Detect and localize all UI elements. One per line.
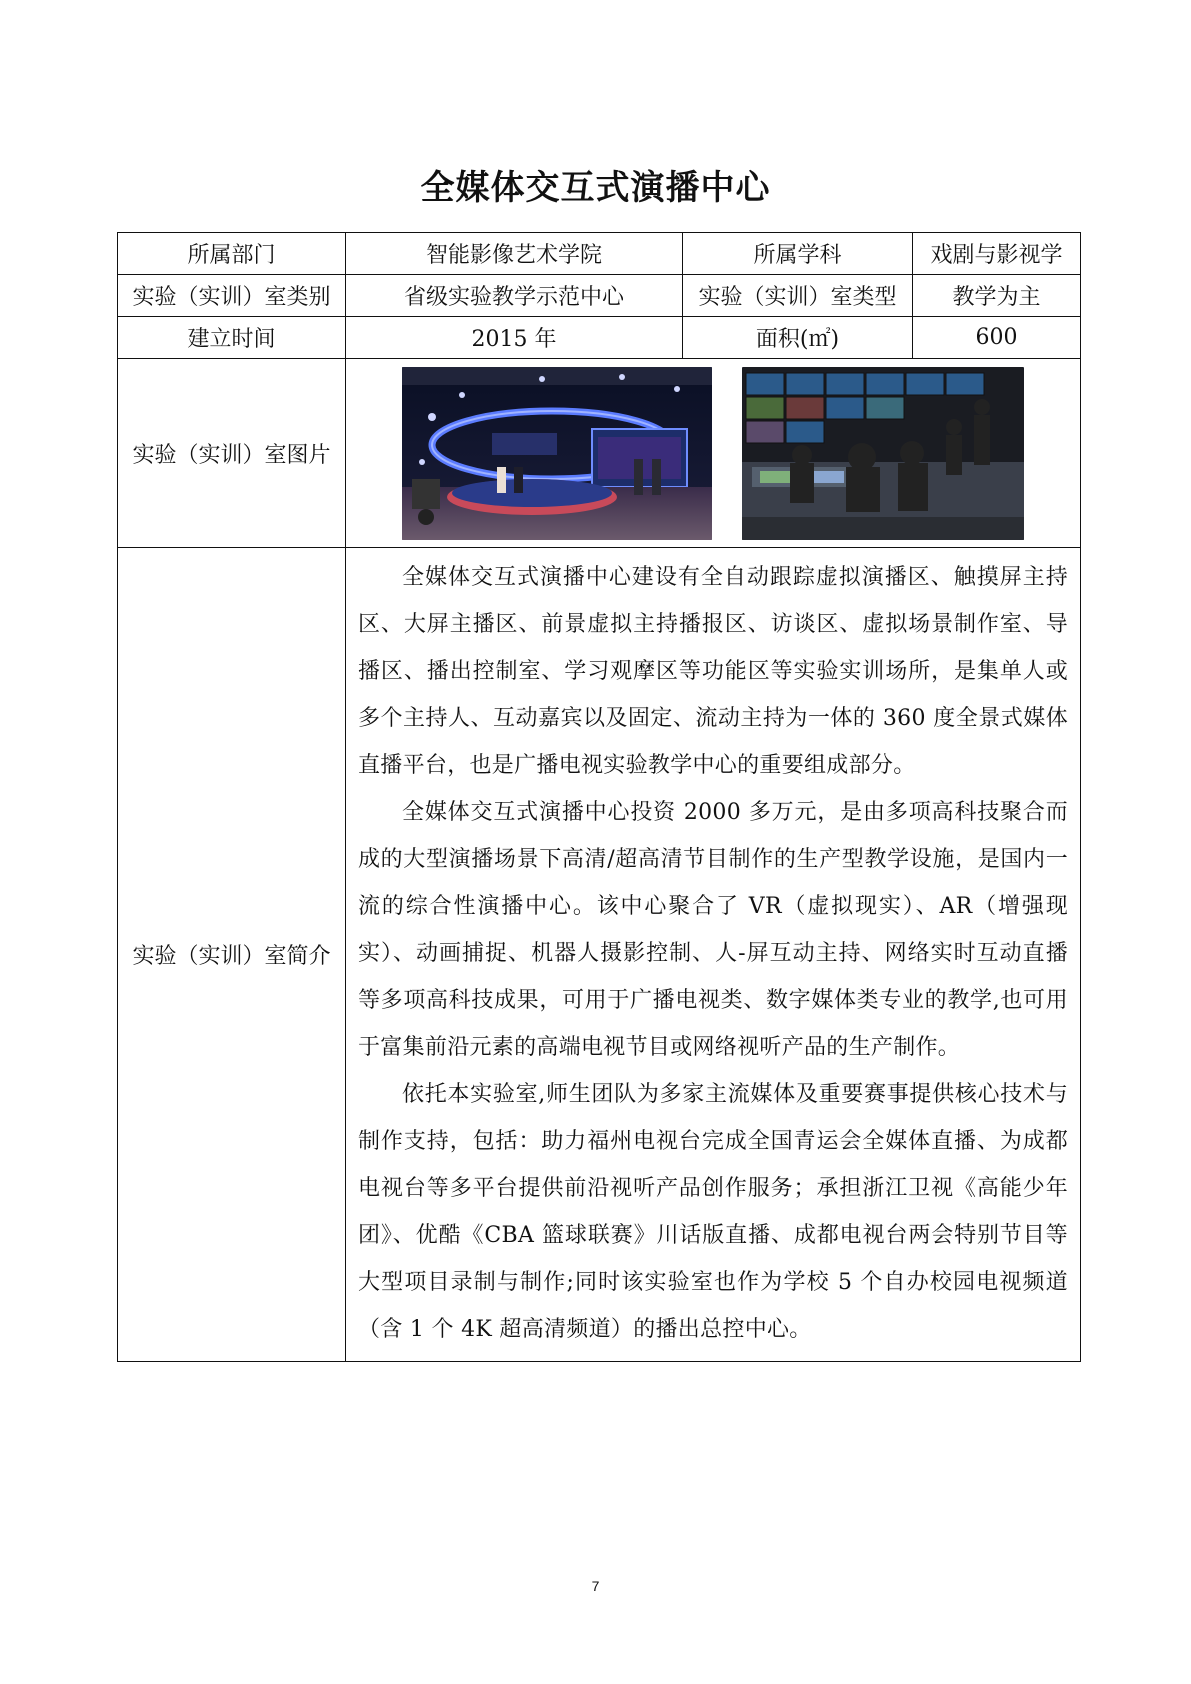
lab-type-value: 教学为主 <box>913 275 1081 317</box>
table-row <box>118 275 1081 317</box>
area-label: 面积(㎡) <box>683 317 913 359</box>
intro-paragraph: 全媒体交互式演播中心投资 2000 多万元，是由多项高科技聚合而成的大型演播场景下高清/超高清节目制作的生产型教学设施，是国内一流的综合性演播中心。该中心聚合了 VR（虚拟现实）、AR（增强现实）、动画捕捉、机器人摄影控制、人-屏互动主持、网络实时互动直播等多项高科技成果，可用于广播电视类、数字媒体类专业的教学,也可用于富集前沿元素的高端电视节目或网络视听产品的生产制作。 <box>358 800 1068 1060</box>
department-value: 智能影像艺术学院 <box>346 233 683 275</box>
page-title: 全媒体交互式演播中心 <box>420 168 771 208</box>
lab-category-label: 实验（实训）室类别 <box>118 275 346 317</box>
area-value: 600 <box>913 317 1081 359</box>
studio-photo <box>402 367 712 540</box>
established-label: 建立时间 <box>118 317 346 359</box>
table-row <box>118 233 1081 275</box>
info-table <box>117 232 1081 1362</box>
control-room-photo <box>742 367 1024 540</box>
discipline-value: 戏剧与影视学 <box>913 233 1081 275</box>
table-row <box>118 359 1081 548</box>
lab-category-value: 省级实验教学示范中心 <box>346 275 683 317</box>
lab-intro-label: 实验（实训）室简介 <box>118 548 346 1362</box>
page-number: 7 <box>591 1578 600 1594</box>
intro-paragraph: 依托本实验室,师生团队为多家主流媒体及重要赛事提供核心技术与制作支持，包括：助力福州电视台完成全国青运会全媒体直播、为成都电视台等多平台提供前沿视听产品创作服务；承担浙江卫视《高能少年团》、优酷《CBA 篮球联赛》川话版直播、成都电视台两会特别节目等大型项目录制与制作;同时该实验室也作为学校 5 个自办校园电视频道（含 1 个 4K 超高清频道）的播出总控中心。 <box>358 1082 1068 1342</box>
lab-photos-label: 实验（实训）室图片 <box>118 359 346 548</box>
table-row <box>118 317 1081 359</box>
department-label: 所属部门 <box>118 233 346 275</box>
table-row <box>118 548 1081 1362</box>
lab-photos-cell <box>346 359 1081 548</box>
discipline-label: 所属学科 <box>683 233 913 275</box>
lab-intro-content <box>346 548 1081 1362</box>
lab-photos <box>346 367 1080 540</box>
established-value: 2015 年 <box>346 317 683 359</box>
intro-paragraph: 全媒体交互式演播中心建设有全自动跟踪虚拟演播区、触摸屏主持区、大屏主播区、前景虚拟主持播报区、访谈区、虚拟场景制作室、导播区、播出控制室、学习观摩区等功能区等实验实训场所，是集单人或多个主持人、互动嘉宾以及固定、流动主持为一体的 360 度全景式媒体直播平台，也是广播电视实验教学中心的重要组成部分。 <box>358 565 1068 778</box>
lab-type-label: 实验（实训）室类型 <box>683 275 913 317</box>
